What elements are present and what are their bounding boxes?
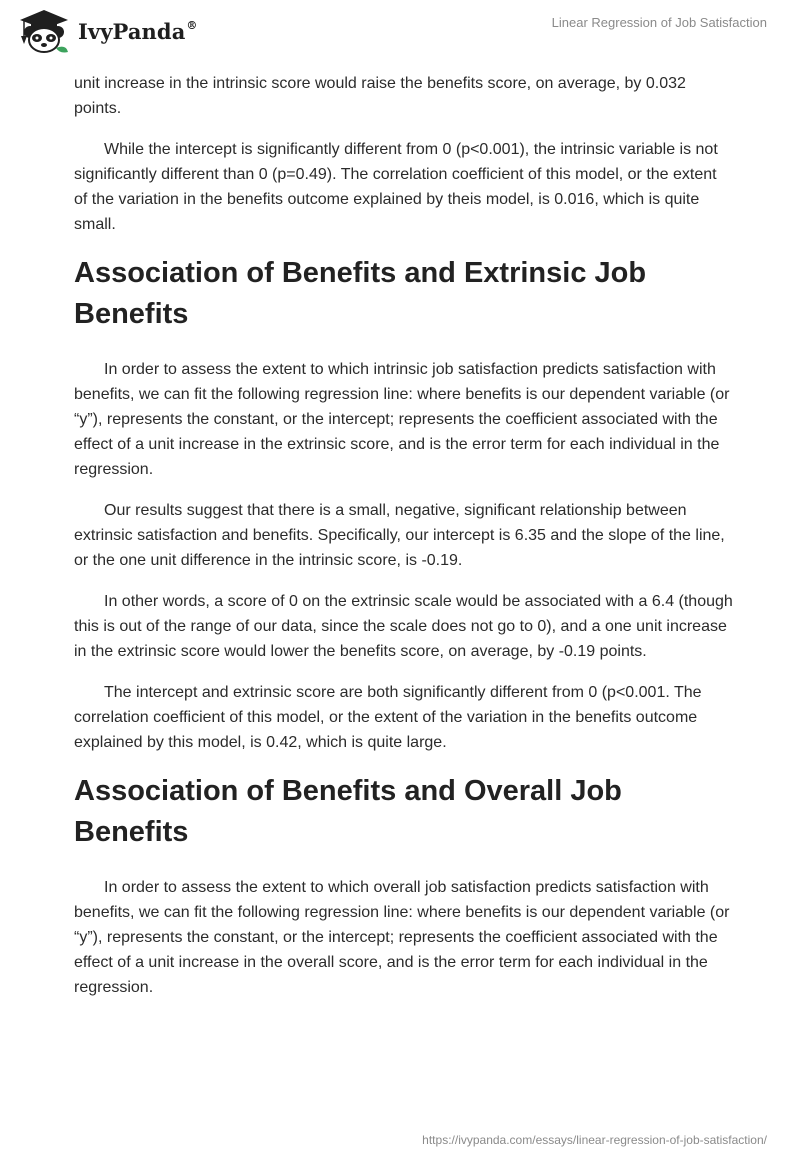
heading-extrinsic: Association of Benefits and Extrinsic Job Benefits (74, 257, 647, 330)
paragraph-extrinsic-4: The intercept and extrinsic score are both significantly different from 0 (p<0.001. The correlation coefficient of this model, or the extent of the variation in the benefits outcome explained by this model, is 0.42, which is quite large. (74, 684, 702, 751)
paragraph-intrinsic-significance: While the intercept is significantly different from 0 (p<0.001), the intrinsic variable is not significantly different than 0 (p=0.49). The correlation coefficient of this model, or the extent of the variation in the benefits outcome explained by theis model, is 0.016, which is quite small. (74, 141, 718, 233)
paragraph-overall-1: In order to assess the extent to which overall job satisfaction predicts satisfaction with benefits, we can fit the following regression line: where benefits is our dependent variable (or “y”), represents the constant, or the intercept; represents the coefficient associated with the effect of a unit increase in the overall score, and is the error term for each individual in the regression. (74, 879, 730, 996)
paragraph-extrinsic-2: Our results suggest that there is a small, negative, significant relationship between extrinsic satisfaction and benefits. Specifically, our intercept is 6.35 and the slope of the line, or the one unit difference in the intrinsic score, is -0.19. (74, 502, 725, 569)
source-url[interactable]: https://ivypanda.com/essays/linear-regression-of-job-satisfaction/ (422, 1133, 767, 1147)
document-title: Linear Regression of Job Satisfaction (551, 15, 767, 30)
brand-logo[interactable] (16, 8, 198, 54)
article-body (74, 71, 734, 1016)
paragraph-extrinsic-3: In other words, a score of 0 on the extrinsic scale would be associated with a 6.4 (though this is out of the range of our data, since the scale does not go to 0), and a one unit increase in the extrinsic score would lower the benefits score, on average, by -0.19 points. (74, 593, 733, 660)
panda-graduate-icon (16, 8, 72, 54)
paragraph-extrinsic-1: In order to assess the extent to which intrinsic job satisfaction predicts satisfaction with benefits, we can fit the following regression line: where benefits is our dependent variable (or “y”), represents the constant, or the intercept; represents the coefficient associated with the effect of a unit increase in the extrinsic score, and is the error term for each individual in the regression. (74, 361, 730, 478)
page-header (0, 0, 800, 64)
brand-name: IvyPanda® (78, 18, 198, 44)
heading-overall: Association of Benefits and Overall Job Benefits (74, 775, 622, 848)
paragraph-continued: unit increase in the intrinsic score would raise the benefits score, on average, by 0.032 points. (74, 75, 686, 117)
